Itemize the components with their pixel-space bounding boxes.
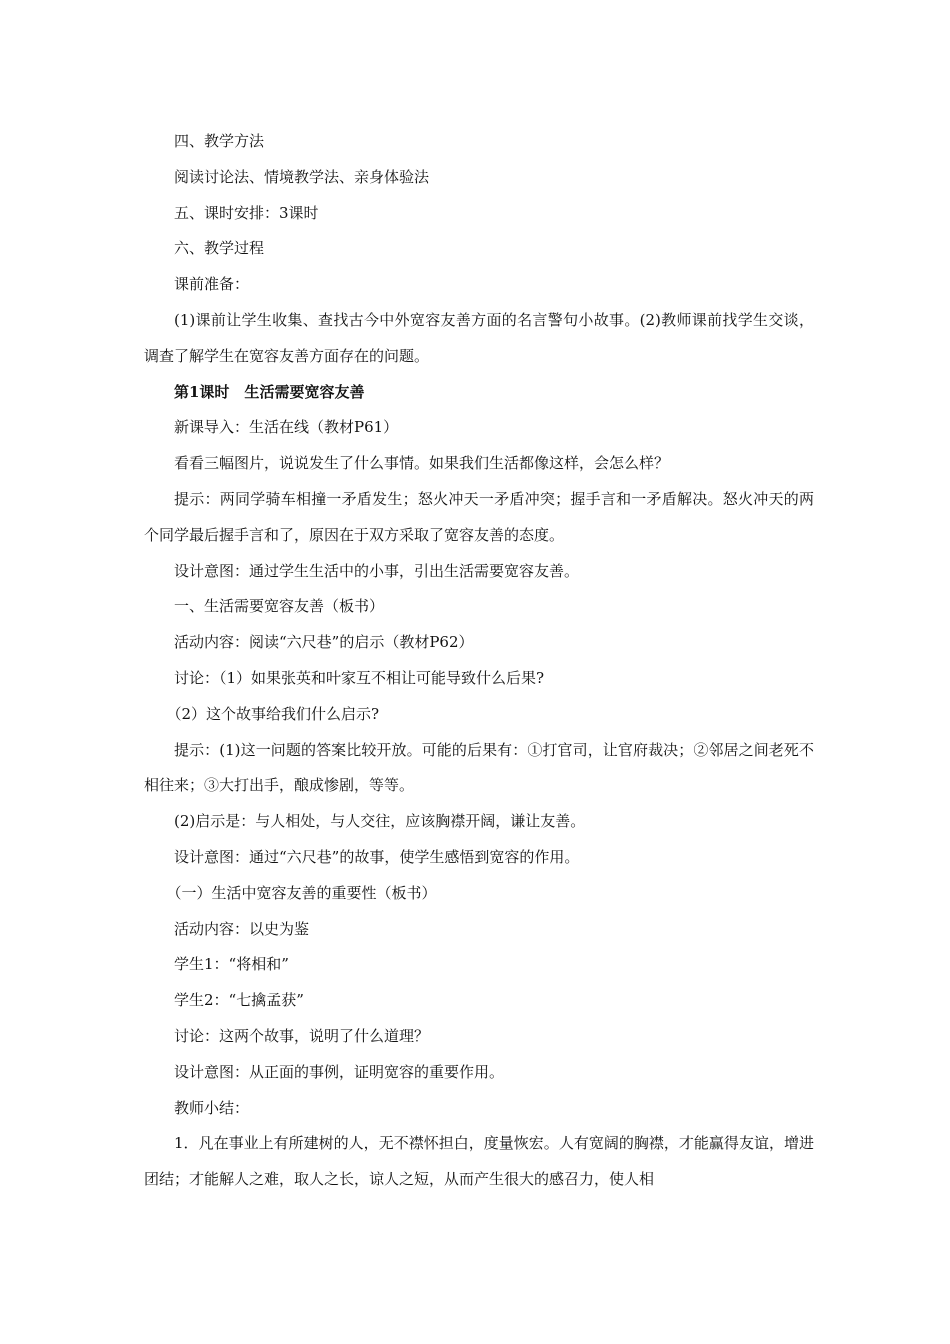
paragraph: (1)课前让学生收集、查找古今中外宽容友善方面的名言警句小故事。(2)教师课前找学生交谈，调查了解学生在宽容友善方面存在的问题。 (144, 310, 814, 365)
paragraph: 学生1：“将相和” (174, 955, 289, 974)
paragraph: (2)启示是：与人相处，与人交往，应该胸襟开阔，谦让友善。 (174, 812, 586, 831)
section-heading: 一、生活需要宽容友善（板书） (174, 597, 385, 616)
paragraph: 课前准备： (174, 275, 250, 294)
paragraph: 活动内容：阅读“六尺巷”的启示（教材P62） (174, 633, 474, 652)
lesson-title: 第1课时 生活需要宽容友善 (174, 382, 365, 401)
paragraph: 教师小结： (174, 1098, 250, 1117)
paragraph: 学生2：“七擒孟获” (174, 991, 304, 1010)
sub-section-heading: （一）生活中宽容友善的重要性（板书） (166, 883, 437, 902)
section-heading-teaching-methods: 四、教学方法 (174, 132, 265, 150)
paragraph: 提示：(1)这一问题的答案比较开放。可能的后果有：①打官司，让官府裁决；②邻居之间老死不相往来；③大打出手，酿成惨剧，等等。 (144, 740, 814, 795)
paragraph: 设计意图：通过“六尺巷”的故事，使学生感悟到宽容的作用。 (174, 847, 580, 866)
document-body (144, 124, 814, 1198)
paragraph: 看看三幅图片，说说发生了什么事情。如果我们生活都像这样，会怎么样？ (174, 454, 670, 473)
paragraph: 新课导入：生活在线（教材P61） (174, 418, 399, 437)
paragraph: （2）这个故事给我们什么启示? (166, 704, 380, 723)
paragraph: 设计意图：从正面的事例，证明宽容的重要作用。 (174, 1062, 505, 1081)
paragraph: 讨论：这两个故事，说明了什么道理？ (174, 1026, 430, 1045)
paragraph: 讨论：（1）如果张英和叶家互不相让可能导致什么后果? (174, 668, 545, 687)
section-heading-schedule: 五、课时安排：3课时 (174, 203, 319, 222)
paragraph: 设计意图：通过学生生活中的小事，引出生活需要宽容友善。 (174, 561, 580, 580)
paragraph: 提示：两同学骑车相撞一矛盾发生；怒火冲天一矛盾冲突；握手言和一矛盾解决。怒火冲天的两个同学最后握手言和了，原因在于双方采取了宽容友善的态度。 (144, 489, 814, 544)
paragraph: 阅读讨论法、情境教学法、亲身体验法 (174, 167, 430, 186)
section-heading-teaching-process: 六、教学过程 (174, 239, 265, 258)
paragraph: 1．凡在事业上有所建树的人，无不襟怀担白，度量恢宏。人有宽阔的胸襟，才能赢得友谊，增进团结；才能解人之难，取人之长，谅人之短，从而产生很大的感召力，使人相 (144, 1134, 814, 1189)
paragraph: 活动内容：以史为鉴 (174, 919, 310, 938)
